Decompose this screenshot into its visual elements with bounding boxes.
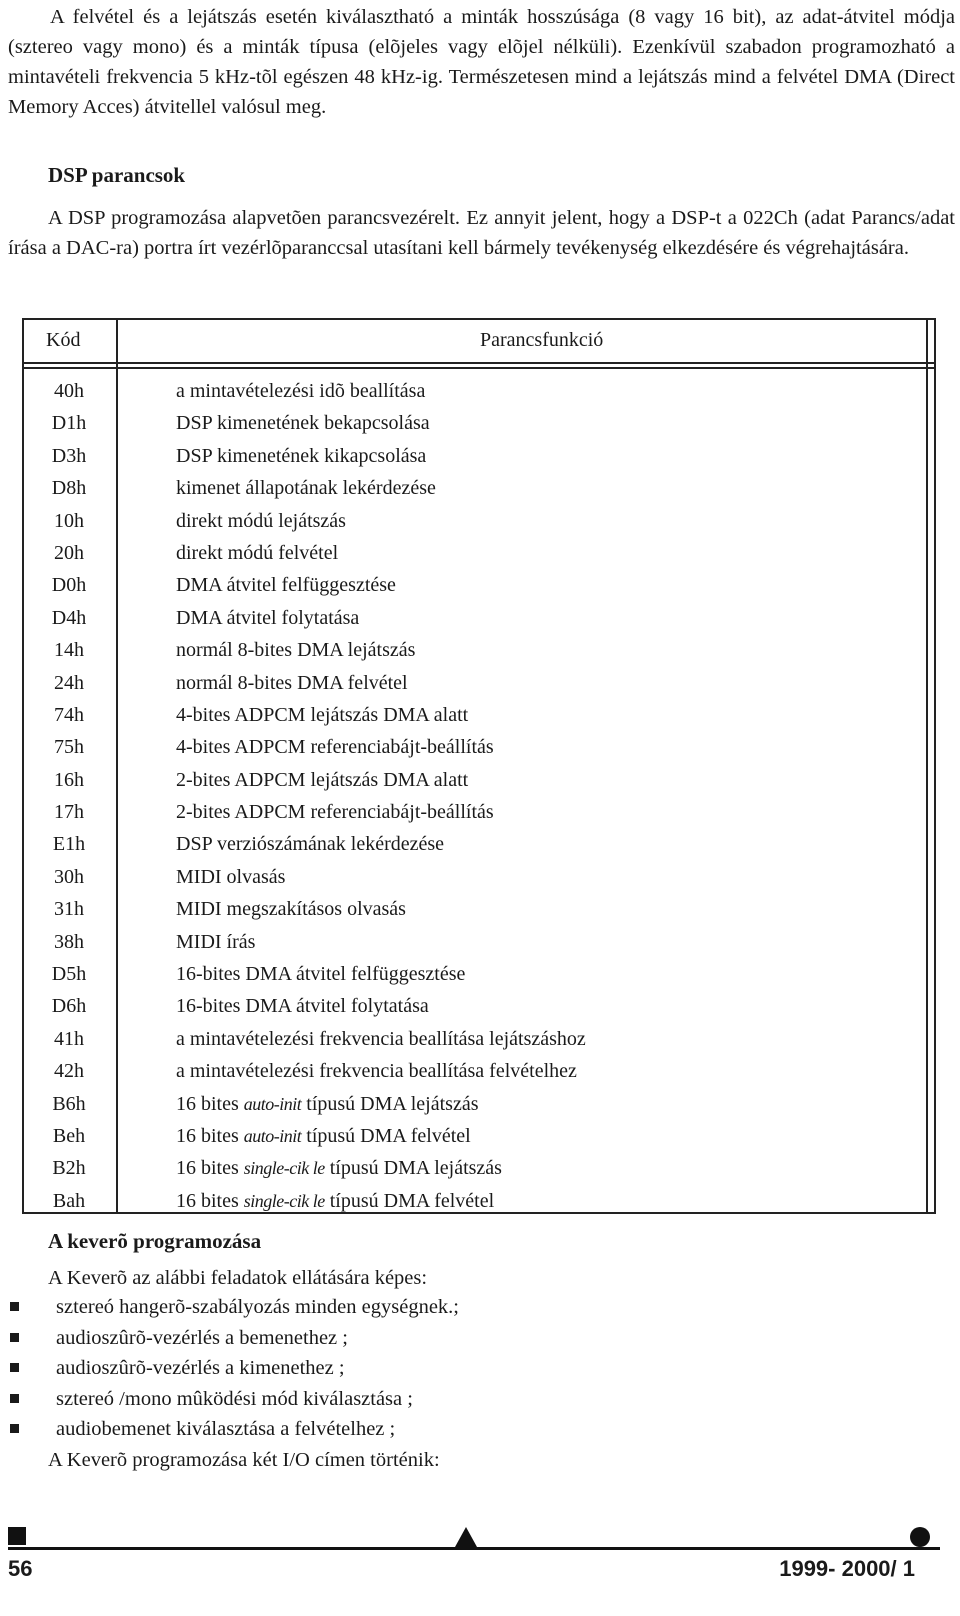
- dsp-heading: DSP parancsok: [48, 163, 186, 187]
- command-code: 20h: [54, 541, 84, 564]
- table-row: [24, 441, 934, 473]
- function-prefix: 16 bites: [176, 1092, 244, 1115]
- bullet-square-icon: [10, 1302, 19, 1311]
- table-row: [24, 1121, 934, 1153]
- command-function: a mintavételezési frekvencia beallítása felvételhez: [176, 1060, 577, 1083]
- header-divider: [24, 362, 934, 364]
- command-function: DMA átvitel folytatása: [176, 606, 360, 629]
- command-code: 24h: [54, 671, 84, 694]
- command-function: MIDI megszakításos olvasás: [176, 898, 406, 921]
- list-item-text: sztereó /mono mûködési mód kiválasztása ;: [56, 1387, 413, 1410]
- list-item-text: audioszûrõ-vezérlés a bemenethez ;: [56, 1326, 348, 1349]
- table-row: [24, 376, 934, 408]
- command-code: 42h: [54, 1060, 84, 1083]
- table-row: [24, 732, 934, 764]
- command-function: [176, 1089, 479, 1119]
- intro-text: A felvétel és a lejátszás esetén kiválasztható a minták hosszúsága (8 vagy 16 bit), az adat-átvitel módja (sztereo vagy mono) és a minták típusa (elõjeles vagy elõjel nélküli). Ezenkívül szabadon programozható a mintavételi frekvencia 5 kHz-tõl egészen 48 kHz-ig. Természetesen mind a lejátszás mind a felvétel DMA (Direct Memory Acces) átvitellel valósul meg.: [8, 6, 955, 118]
- command-function: direkt módú lejátszás: [176, 509, 346, 532]
- command-code: E1h: [52, 833, 86, 856]
- command-code: 40h: [54, 380, 84, 402]
- command-function: 4-bites ADPCM lejátszás DMA alatt: [176, 703, 469, 726]
- command-function: DSP verziószámának lekérdezése: [176, 833, 445, 856]
- command-code: Beh: [52, 1124, 86, 1147]
- list-item: [0, 1323, 459, 1354]
- command-code: Bah: [52, 1189, 86, 1212]
- table-row: [24, 1024, 934, 1056]
- table-row: [24, 797, 934, 829]
- command-code: D3h: [51, 444, 87, 467]
- command-function: 16-bites DMA átvitel felfüggesztése: [176, 963, 466, 986]
- table-row: [24, 959, 934, 991]
- bullet-square-icon: [10, 1333, 19, 1342]
- dsp-paragraph-text: A DSP programozása alapvetõen parancsvezérelt. Ez annyit jelent, hogy a DSP-t a 022Ch (adat Parancs/adat írása a DAC-ra) portra írt vezérlõparanccsal utasítani kell bármely tevékenység elkezdésére és végrehajtására.: [8, 207, 955, 259]
- command-function: [176, 1186, 494, 1216]
- command-function: MIDI írás: [176, 930, 256, 953]
- command-function: direkt módú felvétel: [176, 541, 339, 564]
- table-row: [24, 635, 934, 667]
- function-mode-italic: single-cik le: [243, 1158, 325, 1179]
- function-prefix: 16 bites: [176, 1189, 244, 1212]
- table-row: [24, 408, 934, 440]
- table-row: [24, 700, 934, 732]
- command-code: 41h: [54, 1027, 84, 1050]
- table-row: [24, 538, 934, 570]
- command-code: 74h: [54, 703, 84, 726]
- list-item: [0, 1292, 459, 1323]
- footer-square-icon: [8, 1527, 26, 1545]
- command-code: 16h: [54, 768, 84, 791]
- command-function: normál 8-bites DMA felvétel: [176, 671, 408, 694]
- command-function: 2-bites ADPCM referenciabájt-beállítás: [176, 801, 494, 824]
- table-row: [24, 1186, 934, 1218]
- table-row: [24, 570, 934, 602]
- footer-circle-icon: [910, 1527, 930, 1547]
- function-suffix: típusú DMA lejátszás: [301, 1092, 479, 1115]
- table-row: [24, 991, 934, 1023]
- command-code: 10h: [54, 509, 84, 532]
- bullet-square-icon: [10, 1424, 19, 1433]
- table-body: [24, 376, 934, 1218]
- table-row: [24, 473, 934, 505]
- function-mode-italic: auto-init: [243, 1093, 302, 1114]
- command-function: kimenet állapotának lekérdezése: [176, 477, 436, 500]
- command-code: B6h: [52, 1092, 86, 1115]
- bullet-square-icon: [10, 1363, 19, 1372]
- table-row: [24, 668, 934, 700]
- table-row: [24, 765, 934, 797]
- list-item-text: audiobemenet kiválasztása a felvételhez ;: [56, 1418, 396, 1440]
- command-code: 14h: [54, 639, 84, 662]
- table-row: [24, 862, 934, 894]
- mixer-feature-list: [0, 1292, 459, 1445]
- command-function: [176, 1121, 471, 1151]
- bullet-square-icon: [10, 1394, 19, 1403]
- mixer-heading: A keverõ programozása: [48, 1229, 262, 1253]
- table-row: [24, 1153, 934, 1185]
- command-code: 30h: [54, 865, 84, 888]
- function-suffix: típusú DMA lejátszás: [324, 1157, 502, 1180]
- function-prefix: 16 bites: [176, 1124, 244, 1147]
- mixer-outro: A Keverõ programozása két I/O címen történik:: [48, 1449, 440, 1471]
- command-function: 2-bites ADPCM lejátszás DMA alatt: [176, 768, 469, 791]
- dsp-command-table: [22, 318, 936, 1214]
- command-code: 38h: [54, 930, 84, 953]
- command-function: DSP kimenetének bekapcsolása: [176, 412, 430, 435]
- command-function: 4-bites ADPCM referenciabájt-beállítás: [176, 736, 494, 759]
- command-function: MIDI olvasás: [176, 865, 286, 888]
- command-code: 75h: [54, 736, 84, 759]
- function-prefix: 16 bites: [176, 1157, 244, 1180]
- command-code: D0h: [51, 574, 87, 597]
- command-function: [176, 1153, 502, 1183]
- mixer-intro: A Keverõ az alábbi feladatok ellátására képes:: [48, 1267, 428, 1289]
- table-row: [24, 927, 934, 959]
- list-item: [0, 1384, 459, 1415]
- function-mode-italic: auto-init: [243, 1125, 302, 1146]
- footer-triangle-icon: [455, 1527, 477, 1547]
- list-item: [0, 1414, 459, 1445]
- command-code: D6h: [51, 995, 87, 1018]
- command-function: normál 8-bites DMA lejátszás: [176, 639, 416, 662]
- intro-paragraph: [8, 2, 955, 122]
- table-row: [24, 603, 934, 635]
- command-code: 17h: [54, 801, 84, 824]
- table-row: [24, 1089, 934, 1121]
- function-mode-italic: single-cik le: [243, 1190, 325, 1211]
- table-row: [24, 829, 934, 861]
- page-number: 56: [8, 1556, 33, 1581]
- dsp-paragraph: [8, 203, 955, 263]
- header-function: Parancsfunkció: [480, 329, 604, 351]
- table-row: [24, 894, 934, 926]
- list-item-text: sztereó hangerõ-szabályozás minden egységnek.;: [56, 1296, 460, 1318]
- command-code: 31h: [54, 898, 84, 921]
- issue-year: 1999- 2000/ 1: [779, 1556, 915, 1581]
- function-suffix: típusú DMA felvétel: [301, 1124, 471, 1147]
- command-function: a mintavételezési idõ beallítása: [176, 380, 426, 402]
- command-code: D5h: [51, 963, 87, 986]
- function-suffix: típusú DMA felvétel: [324, 1189, 495, 1212]
- table-row: [24, 506, 934, 538]
- list-item-text: audioszûrõ-vezérlés a kimenethez ;: [56, 1357, 345, 1379]
- command-code: D8h: [51, 477, 87, 500]
- command-function: a mintavételezési frekvencia beallítása lejátszáshoz: [176, 1027, 586, 1050]
- command-code: D4h: [51, 606, 87, 629]
- header-divider-double: [24, 367, 934, 369]
- footer-rule: [8, 1547, 940, 1550]
- command-function: DSP kimenetének kikapcsolása: [176, 444, 427, 467]
- command-code: D1h: [51, 412, 87, 435]
- command-code: B2h: [52, 1157, 86, 1180]
- command-function: 16-bites DMA átvitel folytatása: [176, 995, 429, 1018]
- command-function: DMA átvitel felfüggesztése: [176, 574, 396, 597]
- header-code: Kód: [46, 329, 81, 351]
- list-item: [0, 1353, 459, 1384]
- table-row: [24, 1056, 934, 1088]
